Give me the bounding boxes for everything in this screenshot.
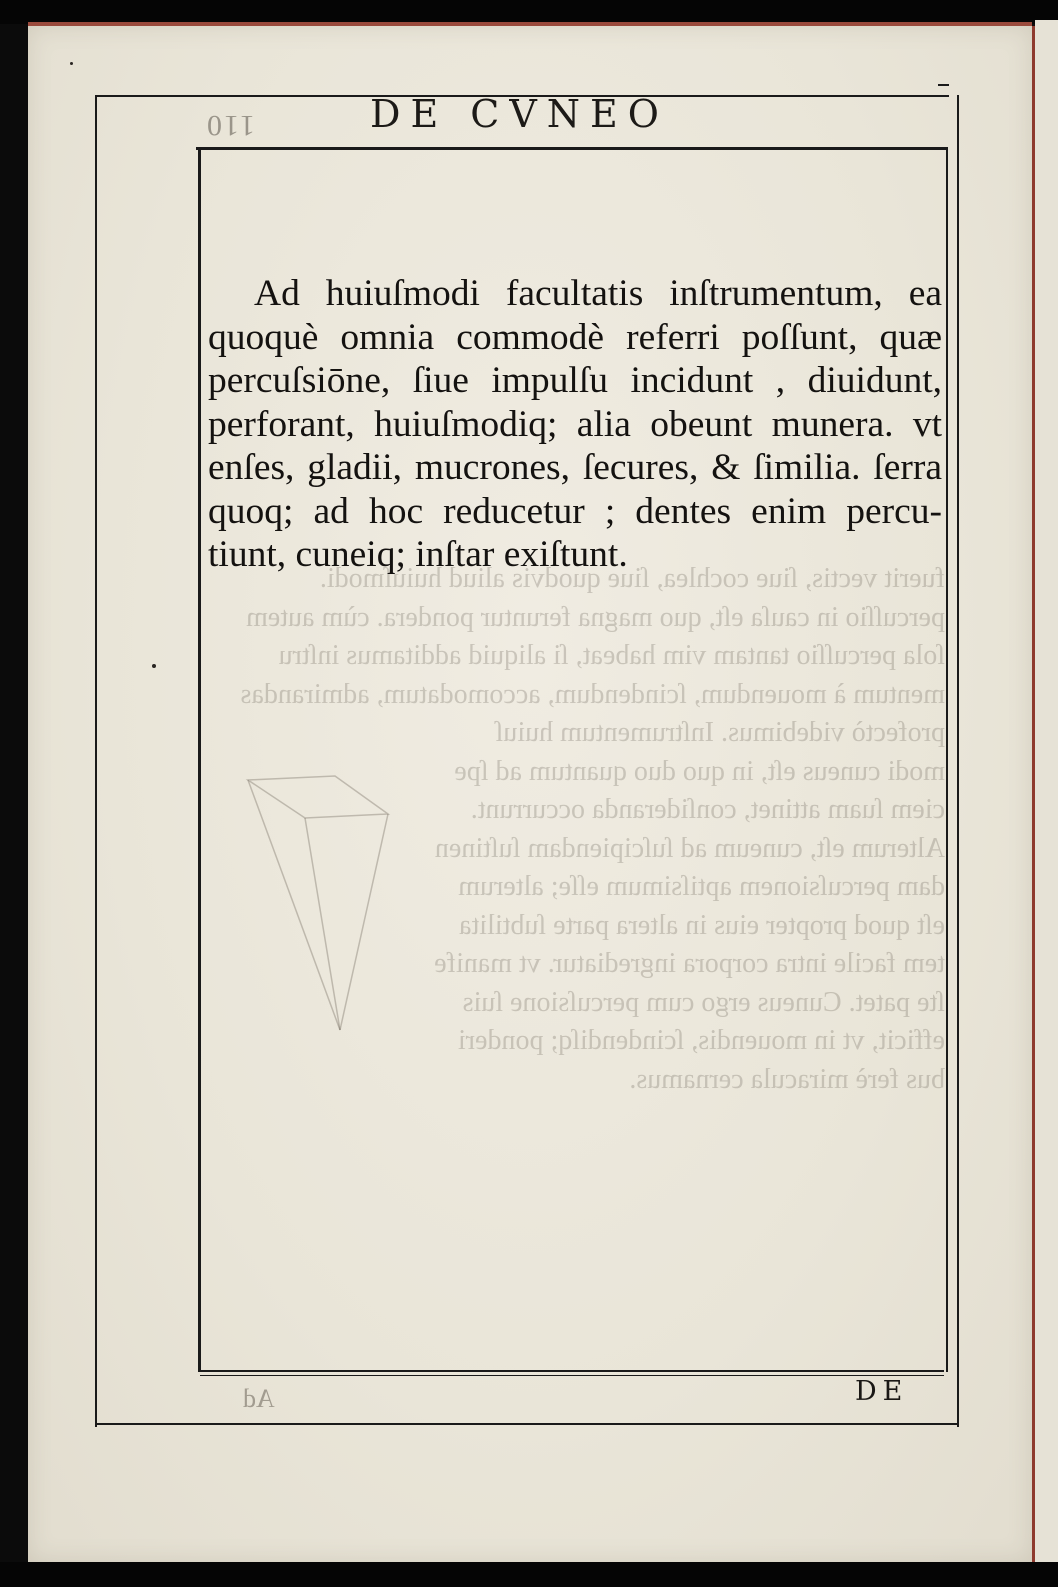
scan-top-edge xyxy=(0,0,1058,24)
header-rule xyxy=(196,147,948,150)
text-line: quoq; ad hoc reducetur ; dentes enim percu- xyxy=(208,490,942,532)
text-line: tiunt, cuneiq; inſtar exiſtunt. xyxy=(208,534,628,575)
text-line: percuſsiōne, ſiue impulſu incidunt , diuidunt, xyxy=(208,360,942,401)
binding-top-edge xyxy=(28,22,1032,26)
paper-speck xyxy=(152,664,156,668)
adjacent-page-edge xyxy=(1035,20,1058,1568)
inner-bottom-rule xyxy=(200,1370,944,1372)
catchword: DE xyxy=(855,1376,909,1407)
text-line: enſes, gladii, mucrones, ſecures, & ſimilia. ſerra xyxy=(208,447,942,488)
bleed-through-text: fuerit vectis, ſiue cochlea, ſiue quodvis aliud huiuſmodi. percuſſio in cauſa eſt, quo magna feruntur pondera. cùm autem ſola percuſſio tantam vim habeat, ſi aliquid additamus inſtru mentum à mouendum, ſcindendum, accomodatum, admirandas profectò videbimus. Inſtrumentum huiuſ modi cuneus eſt, in quo duo quantum ad ſpe ciem ſuam attinet, conſideranda occurrunt. Alterum eſt, cuneum ad ſuſcipiendam ſuſtinen dam percuſsionem aptiſsimum eſſe; alterum eſt quod propter eius in altera parte ſubtilita tem facile intra corpora ingrediatur. vt manife ſte patet. Cuneus ergo cum percuſsione ſuis efficit, vt in mouendis, ſcindendiſq; ponderi bus ferè miracula cernamus. xyxy=(240,563,945,1095)
scan-bottom-edge xyxy=(0,1562,1058,1587)
body-paragraph xyxy=(208,272,942,577)
text-line: quoquè omnia commodè referri poſſunt, quæ xyxy=(208,316,942,358)
paper-speck xyxy=(70,62,73,65)
bleed-through-signature: Ad xyxy=(243,1384,275,1413)
inner-bottom-rule-thin xyxy=(200,1375,944,1376)
text-line: perforant, huiuſmodiq; alia obeunt munera. vt xyxy=(208,403,942,445)
page-number: 110 xyxy=(205,109,255,142)
top-border-rule-offset xyxy=(938,84,949,86)
text-line: Ad huiuſmodi facultatis inſtrumentum, ea xyxy=(254,273,942,314)
running-head: DE CVNEO xyxy=(370,92,669,136)
outer-bottom-rule xyxy=(95,1423,959,1425)
